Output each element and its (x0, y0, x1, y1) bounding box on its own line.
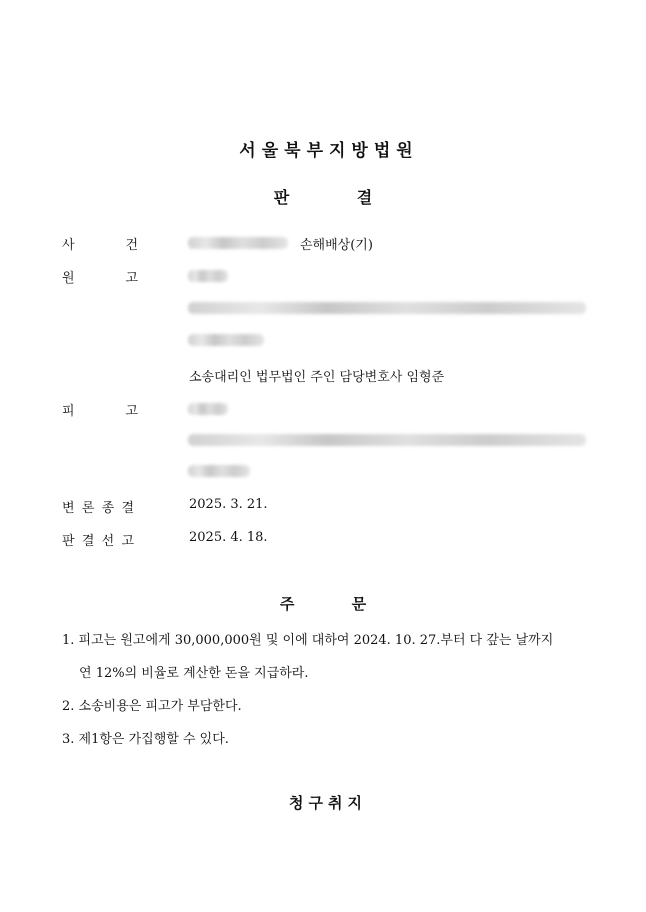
judgment-date-label (62, 530, 134, 549)
order-item-1-continued: 연 12%의 비율로 계산한 돈을 지급하라. (79, 666, 309, 681)
document-title: 판 결 (273, 188, 373, 207)
order-heading: 주 문 (279, 595, 367, 613)
case-label-char-2: 건 (125, 238, 138, 253)
defendant-label-char-2: 고 (125, 404, 138, 419)
pleadings-closed-label-char-2: 론 (81, 501, 95, 516)
plaintiff-label-char-2: 고 (125, 271, 138, 286)
judgment-date-label-char-4: 고 (121, 534, 134, 549)
plaintiff-address-redacted (188, 302, 586, 314)
claim-heading: 청구취지 (289, 794, 367, 812)
order-item-2: 2. 소송비용은 피고가 부담한다. (62, 699, 242, 714)
plaintiff-address-redacted-2 (188, 334, 264, 346)
plaintiff-counsel: 소송대리인 법무법인 주인 담당변호사 임형준 (189, 370, 445, 385)
defendant-name-redacted (188, 403, 228, 415)
case-label-char-1: 사 (62, 238, 75, 253)
plaintiff-label-char-1: 원 (62, 271, 75, 286)
pleadings-closed-label-char-3: 종 (101, 501, 115, 516)
order-item-1: 1. 피고는 원고에게 30,000,000원 및 이에 대하여 2024. 10. 27.부터 다 갚는 날까지 (62, 633, 554, 648)
judgment-date: 2025. 4. 18. (189, 530, 268, 545)
court-name: 서울북부지방법원 (239, 141, 419, 161)
plaintiff-name-redacted (188, 270, 228, 282)
defendant-label-char-1: 피 (62, 404, 75, 419)
order-item-3: 3. 제1항은 가집행할 수 있다. (62, 732, 229, 747)
defendant-address-redacted (188, 434, 586, 446)
case-name: 손해배상(기) (300, 238, 373, 253)
judgment-date-label-char-2: 결 (81, 534, 95, 549)
pleadings-closed-label-char-4: 결 (121, 501, 134, 516)
pleadings-closed-label-char-1: 변 (62, 501, 75, 516)
plaintiff-label (62, 267, 138, 286)
pleadings-closed-date: 2025. 3. 21. (189, 497, 268, 512)
defendant-address-redacted-2 (188, 465, 250, 477)
judgment-date-label-char-1: 판 (62, 534, 75, 549)
case-label (62, 234, 138, 253)
case-number-redacted (188, 237, 288, 249)
defendant-label (62, 400, 138, 419)
judgment-date-label-char-3: 선 (101, 534, 115, 549)
pleadings-closed-label (62, 497, 134, 516)
